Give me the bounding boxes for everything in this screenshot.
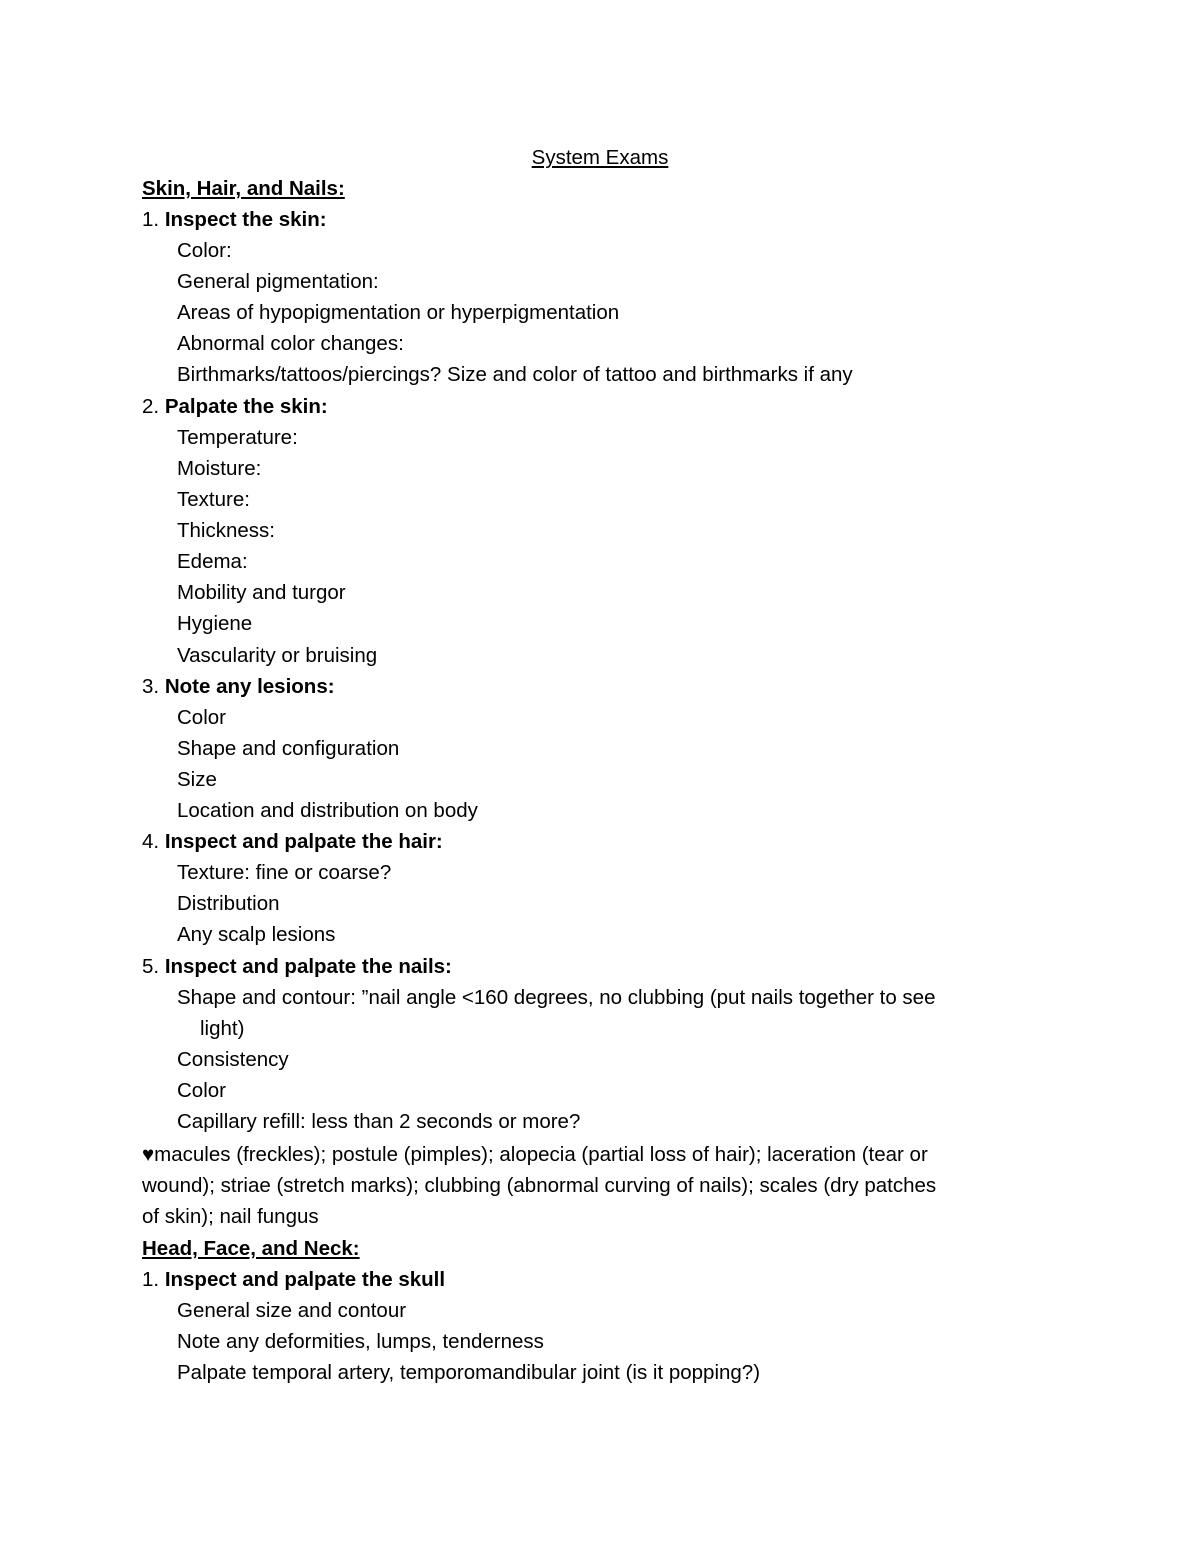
list-item: Location and distribution on body <box>177 799 478 822</box>
step-inspect-hair <box>142 828 443 856</box>
step-label: Inspect and palpate the skull <box>164 1268 446 1291</box>
step-inspect-skull <box>142 1266 445 1294</box>
list-item: Shape and contour: ”nail angle <160 degrees, no clubbing (put nails together to see <box>177 986 936 1009</box>
list-item: Note any deformities, lumps, tenderness <box>177 1330 544 1353</box>
list-item: General size and contour <box>177 1299 407 1322</box>
list-item: Shape and configuration <box>177 737 400 760</box>
step-label: Inspect and palpate the hair: <box>164 830 443 853</box>
step-label: Inspect the skin: <box>164 208 327 231</box>
list-item: Distribution <box>177 892 280 915</box>
step-number: 2. <box>142 395 160 418</box>
list-item: Size <box>177 768 217 791</box>
list-item: General pigmentation: <box>177 270 379 293</box>
step-number: 3. <box>142 675 160 698</box>
section-heading-skin-hair-nails: Skin, Hair, and Nails: <box>142 177 345 200</box>
step-note-lesions <box>142 673 335 701</box>
step-number: 1. <box>142 1268 160 1291</box>
step-label: Inspect and palpate the nails: <box>164 955 452 978</box>
list-item: Vascularity or bruising <box>177 644 378 667</box>
list-item: Edema: <box>177 550 248 573</box>
step-label: Note any lesions: <box>164 675 335 698</box>
list-item: Color: <box>177 239 232 262</box>
list-item: Texture: fine or coarse? <box>177 861 392 884</box>
list-item: Palpate temporal artery, temporomandibular joint (is it popping?) <box>177 1361 761 1384</box>
step-inspect-skin <box>142 206 327 234</box>
glossary-note: of skin); nail fungus <box>142 1205 319 1228</box>
section-heading-head-face-neck: Head, Face, and Neck: <box>142 1237 360 1260</box>
step-number: 1. <box>142 208 160 231</box>
list-item: Color <box>177 706 226 729</box>
list-item-continuation: light) <box>200 1017 245 1040</box>
list-item: Mobility and turgor <box>177 581 346 604</box>
glossary-note: wound); striae (stretch marks); clubbing (abnormal curving of nails); scales (dry patches <box>142 1174 937 1197</box>
list-item: Color <box>177 1079 226 1102</box>
list-item: Temperature: <box>177 426 298 449</box>
glossary-note: ♥macules (freckles); postule (pimples); alopecia (partial loss of hair); laceration (tear or <box>142 1143 928 1166</box>
list-item: Birthmarks/tattoos/piercings? Size and color of tattoo and birthmarks if any <box>177 363 853 386</box>
list-item: Abnormal color changes: <box>177 332 404 355</box>
list-item: Any scalp lesions <box>177 923 336 946</box>
step-label: Palpate the skin: <box>164 395 328 418</box>
step-number: 4. <box>142 830 160 853</box>
step-palpate-skin <box>142 393 328 421</box>
list-item: Consistency <box>177 1048 289 1071</box>
list-item: Thickness: <box>177 519 275 542</box>
list-item: Capillary refill: less than 2 seconds or more? <box>177 1110 581 1133</box>
list-item: Texture: <box>177 488 250 511</box>
list-item: Moisture: <box>177 457 262 480</box>
list-item: Areas of hypopigmentation or hyperpigmentation <box>177 301 620 324</box>
step-inspect-nails <box>142 953 452 981</box>
step-number: 5. <box>142 955 160 978</box>
list-item: Hygiene <box>177 612 253 635</box>
page-title: System Exams <box>531 146 669 169</box>
